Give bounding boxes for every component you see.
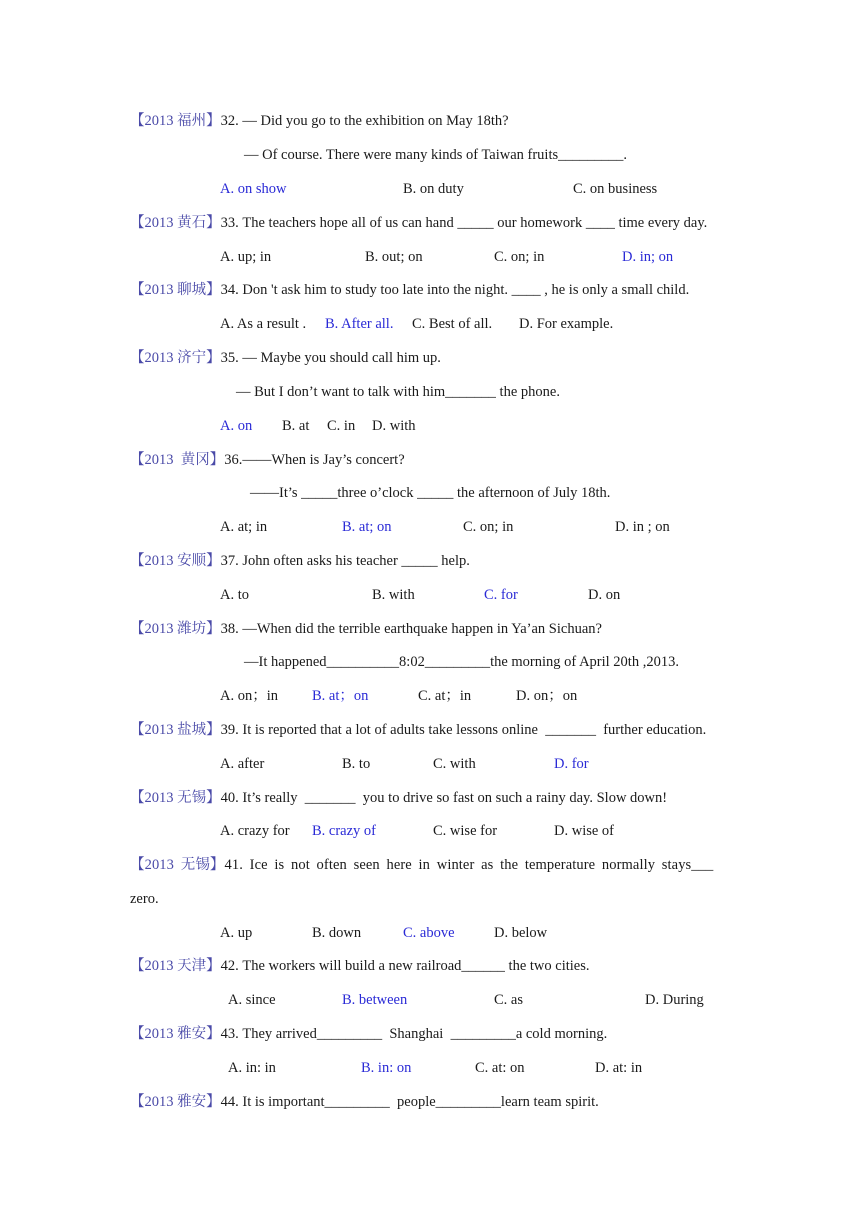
question-36-option-d: D. in ; on	[615, 519, 670, 535]
question-42-option-d: D. During	[645, 992, 704, 1008]
question-43-stem: 【2013 雅安】43. They arrived_________ Shanghai _________a cold morning.	[130, 1026, 608, 1042]
question-41-option-b: B. down	[312, 925, 362, 941]
question-38-option-b: B. at；on	[312, 688, 369, 704]
question-source-tag: 【2013 福州】	[130, 113, 221, 129]
question-40-option-d: D. wise of	[554, 823, 615, 839]
question-33-option-b: B. out; on	[365, 249, 423, 265]
question-33-option-a: A. up; in	[220, 249, 272, 265]
question-36-stem: 【2013 黄冈】36.——When is Jay’s concert?	[130, 452, 405, 468]
question-40-stem: 【2013 无锡】40. It’s really _______ you to drive so fast on such a rainy day. Slow down!	[130, 790, 668, 806]
question-35-option-c: C. in	[327, 418, 356, 434]
question-38-stem: 【2013 潍坊】38. —When did the terrible earthquake happen in Ya’an Sichuan?	[130, 621, 602, 637]
question-33-option-c: C. on; in	[494, 249, 545, 265]
question-36-reply: ——It’s _____three o’clock _____ the afternoon of July 18th.	[250, 485, 611, 501]
question-38-option-a: A. on；in	[220, 688, 278, 704]
question-38-reply: —It happened__________8:02_________the morning of April 20th ,2013.	[244, 654, 679, 670]
question-35-option-a: A. on	[220, 418, 253, 434]
question-source-tag: 【2013 黄冈】	[130, 452, 225, 468]
question-39-option-c: C. with	[433, 756, 476, 772]
question-41-continuation: zero.	[130, 891, 159, 907]
question-32-option-c: C. on business	[573, 181, 658, 197]
question-37-option-a: A. to	[220, 587, 249, 603]
question-39-stem: 【2013 盐城】39. It is reported that a lot of adults take lessons online _______ further education.	[130, 722, 707, 738]
question-43-option-d: D. at: in	[595, 1060, 643, 1076]
question-37-option-d: D. on	[588, 587, 621, 603]
question-34-option-c: C. Best of all.	[412, 316, 493, 332]
question-34-stem: 【2013 聊城】34. Don 't ask him to study too late into the night. ____ , he is only a small child.	[130, 282, 690, 298]
question-40-option-a: A. crazy for	[220, 823, 290, 839]
question-33-option-d: D. in; on	[622, 249, 674, 265]
question-35-option-b: B. at	[282, 418, 310, 434]
question-38-option-d: D. on；on	[516, 688, 578, 704]
question-41-option-a: A. up	[220, 925, 253, 941]
question-42-option-a: A. since	[228, 992, 276, 1008]
question-36-option-a: A. at; in	[220, 519, 268, 535]
question-37-option-b: B. with	[372, 587, 415, 603]
question-33-stem: 【2013 黄石】33. The teachers hope all of us can hand _____ our homework ____ time every day.	[130, 215, 708, 231]
question-source-tag: 【2013 雅安】	[130, 1094, 221, 1110]
question-35-option-d: D. with	[372, 418, 416, 434]
question-42-option-c: C. as	[494, 992, 523, 1008]
question-source-tag: 【2013 黄石】	[130, 215, 221, 231]
question-source-tag: 【2013 济宁】	[130, 350, 221, 366]
question-40-option-c: C. wise for	[433, 823, 498, 839]
question-source-tag: 【2013 无锡】	[130, 857, 225, 873]
question-41-option-c: C. above	[403, 925, 455, 941]
question-39-option-b: B. to	[342, 756, 371, 772]
question-40-option-b: B. crazy of	[312, 823, 377, 839]
question-32-option-a: A. on show	[220, 181, 287, 197]
question-source-tag: 【2013 潍坊】	[130, 621, 221, 637]
question-32-reply: — Of course. There were many kinds of Taiwan fruits_________.	[244, 147, 628, 163]
question-source-tag: 【2013 聊城】	[130, 282, 221, 298]
question-35-reply: — But I don’t want to talk with him_______ the phone.	[236, 384, 560, 400]
question-42-option-b: B. between	[342, 992, 408, 1008]
question-34-option-b: B. After all.	[325, 316, 394, 332]
question-38-option-c: C. at；in	[418, 688, 472, 704]
question-source-tag: 【2013 无锡】	[130, 790, 221, 806]
question-41-option-d: D. below	[494, 925, 548, 941]
question-35-stem: 【2013 济宁】35. — Maybe you should call him up.	[130, 350, 441, 366]
question-44-stem: 【2013 雅安】44. It is important_________ people_________learn team spirit.	[130, 1094, 599, 1110]
question-37-stem: 【2013 安顺】37. John often asks his teacher _____ help.	[130, 553, 470, 569]
question-41-stem: 【2013 无锡】41. Ice is not often seen here in winter as the temperature normally stays___	[130, 857, 714, 873]
question-32-option-b: B. on duty	[403, 181, 464, 197]
question-37-option-c: C. for	[484, 587, 518, 603]
question-source-tag: 【2013 天津】	[130, 958, 221, 974]
question-34-option-d: D. For example.	[519, 316, 614, 332]
question-39-option-a: A. after	[220, 756, 265, 772]
question-34-option-a: A. As a result .	[220, 316, 307, 332]
question-43-option-c: C. at: on	[475, 1060, 525, 1076]
question-source-tag: 【2013 雅安】	[130, 1026, 221, 1042]
question-43-option-b: B. in: on	[361, 1060, 412, 1076]
question-36-option-b: B. at; on	[342, 519, 392, 535]
question-42-stem: 【2013 天津】42. The workers will build a new railroad______ the two cities.	[130, 958, 590, 974]
question-36-option-c: C. on; in	[463, 519, 514, 535]
question-source-tag: 【2013 安顺】	[130, 553, 221, 569]
question-43-option-a: A. in: in	[228, 1060, 276, 1076]
question-39-option-d: D. for	[554, 756, 589, 772]
question-source-tag: 【2013 盐城】	[130, 722, 221, 738]
question-32-stem: 【2013 福州】32. — Did you go to the exhibition on May 18th?	[130, 113, 509, 129]
